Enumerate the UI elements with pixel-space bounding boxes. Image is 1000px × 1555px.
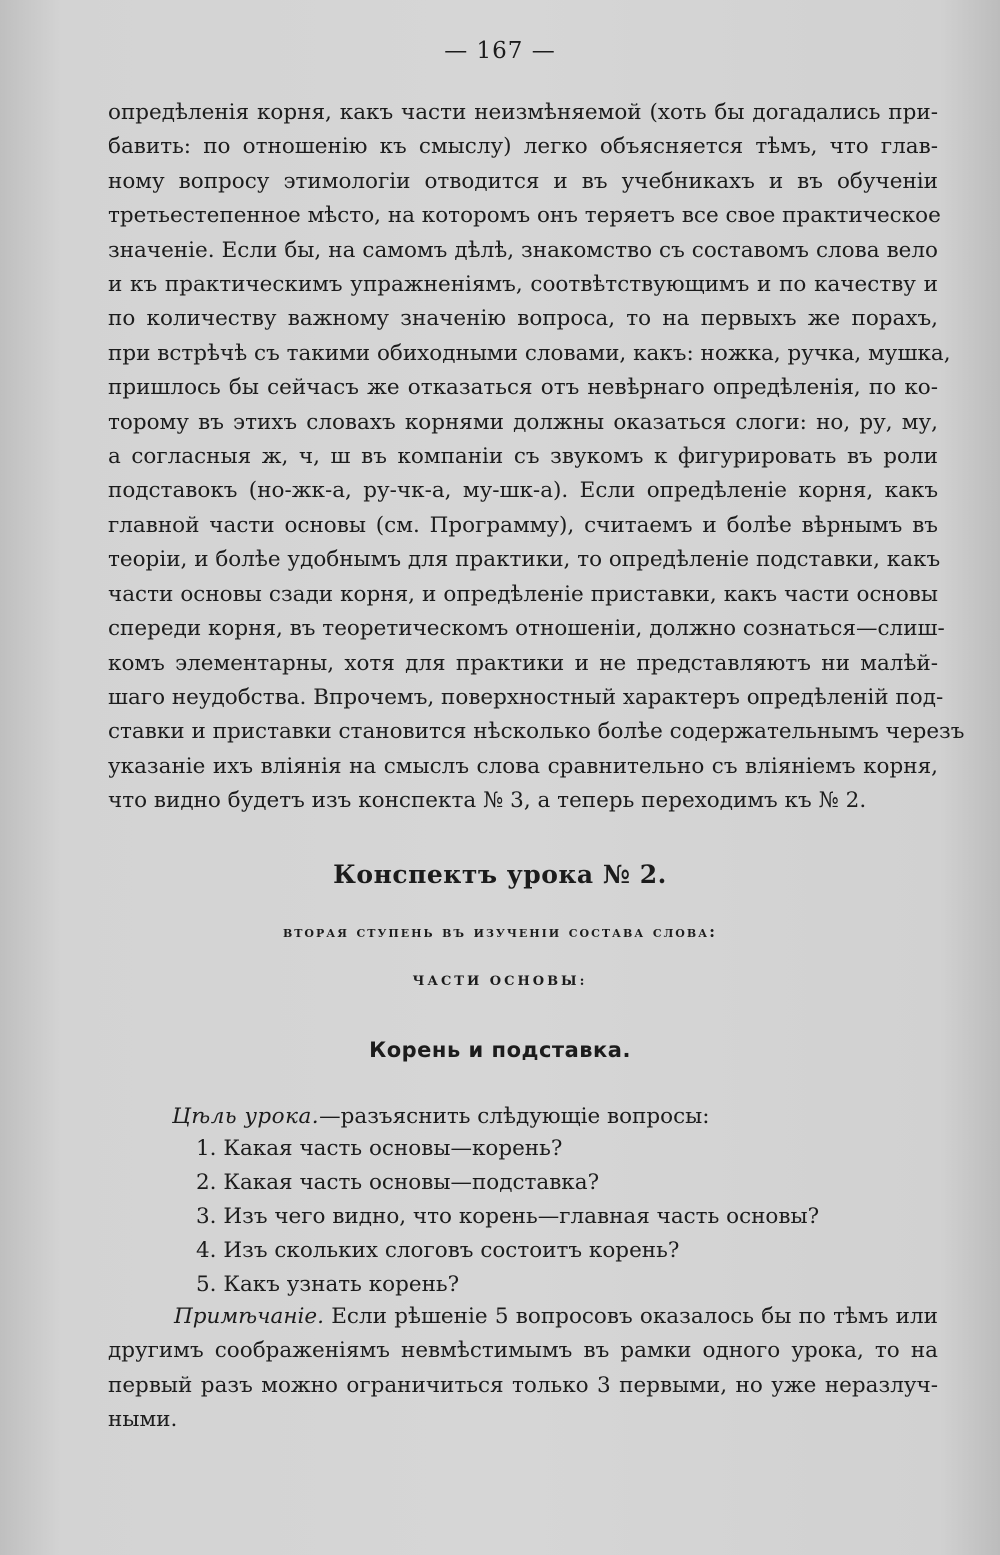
note-label: Примѣчаніе. [174, 1304, 324, 1329]
paragraph-line: ставки и приставки становится нѣсколько болѣе содержательнымъ черезъ [108, 719, 965, 745]
parts-heading: ЧАСТИ ОСНОВЫ: [412, 974, 588, 989]
paragraph-line: части основы сзади корня, и опредѣленіе приставки, какъ части основы [108, 581, 938, 607]
paragraph-line: спереди корня, въ теоретическомъ отношеніи, должно сознаться—слиш- [108, 616, 945, 642]
note-line [108, 1300, 938, 1334]
paragraph-line: при встрѣчѣ съ такими обиходными словами, какъ: ножка, ручка, мушка, [108, 340, 951, 366]
note-line-text: Если рѣшеніе 5 вопросовъ оказалось бы по тѣмъ или [323, 1304, 938, 1329]
main-paragraph [108, 96, 965, 819]
page-number: — 167 — [444, 38, 556, 64]
question-item: 1. Какая часть основы—корень? [196, 1136, 563, 1161]
paragraph-line: опредѣленія корня, какъ части неизмѣняемой (хоть бы догадались при- [108, 100, 938, 125]
paragraph-line: указаніе ихъ вліянія на смыслъ слова сравнительно съ вліяніемъ корня, [108, 753, 938, 779]
question-list [196, 1132, 936, 1302]
question-item: 2. Какая часть основы—подставка? [196, 1170, 600, 1195]
paragraph-line: а согласныя ж, ч, ш въ компаніи съ звукомъ к фигурировать въ роли [108, 444, 938, 470]
paragraph-line: торому въ этихъ словахъ корнями должны оказаться слоги: но, ру, му, [108, 409, 938, 435]
note-line: первый разъ можно ограничиться только 3 первыми, но уже неразлуч- [108, 1372, 938, 1398]
paragraph-line: третьестепенное мѣсто, на которомъ онъ теряетъ все свое практическое [108, 203, 941, 229]
paragraph-line: шаго неудобства. Впрочемъ, поверхностный характеръ опредѣленій под- [108, 684, 944, 710]
question-item: 5. Какъ узнать корень? [196, 1272, 460, 1297]
goal-label: Цѣль урока. [172, 1104, 320, 1129]
lesson-goal [172, 1100, 942, 1134]
paragraph-line: бавить: по отношенію къ смыслу) легко объясняется тѣмъ, что глав- [108, 134, 938, 160]
lesson-title: Конспектъ урока № 2. [333, 860, 667, 889]
question-item: 3. Изъ чего видно, что корень—главная часть основы? [196, 1204, 820, 1229]
paragraph-line: и къ практическимъ упражненіямъ, соотвѣтствующимъ и по качеству и [108, 272, 938, 298]
paragraph-line: ному вопросу этимологіи отводится и въ учебникахъ и въ обученіи [108, 168, 938, 194]
paragraph-line: подставокъ (но-жк-а, ру-чк-а, му-шк-а). Если опредѣленіе корня, какъ [108, 478, 938, 504]
lesson-subtitle: вторая ступень въ изученіи состава слова: [282, 922, 718, 941]
paragraph-line: комъ элементарны, хотя для практики и не представляютъ ни малѣй- [108, 650, 938, 676]
question-item: 4. Изъ скольких слоговъ состоитъ корень? [196, 1238, 680, 1263]
paragraph-line: пришлось бы сейчасъ же отказаться отъ невѣрнаго опредѣленія, по ко- [108, 375, 938, 401]
note-line: другимъ соображеніямъ невмѣстимымъ въ рамки одного урока, то на [108, 1338, 938, 1364]
paragraph-line: теоріи, и болѣе удобнымъ для практики, то опредѣленіе подставки, какъ [108, 547, 941, 573]
note-paragraph [108, 1300, 938, 1438]
paragraph-line: по количеству важному значенію вопроса, то на первыхъ же порахъ, [108, 306, 938, 332]
paragraph-line: что видно будетъ изъ конспекта № 3, а теперь переходимъ къ № 2. [108, 788, 867, 814]
topic-heading: Корень и подставка. [369, 1038, 631, 1062]
paragraph-line: главной части основы (см. Программу), считаемъ и болѣе вѣрнымъ въ [108, 512, 938, 538]
note-line: ными. [108, 1407, 178, 1433]
paragraph-line: значеніе. Если бы, на самомъ дѣлѣ, знакомство съ составомъ слова вело [108, 237, 938, 263]
goal-text: —разъяснить слѣдующіе вопросы: [319, 1104, 710, 1129]
